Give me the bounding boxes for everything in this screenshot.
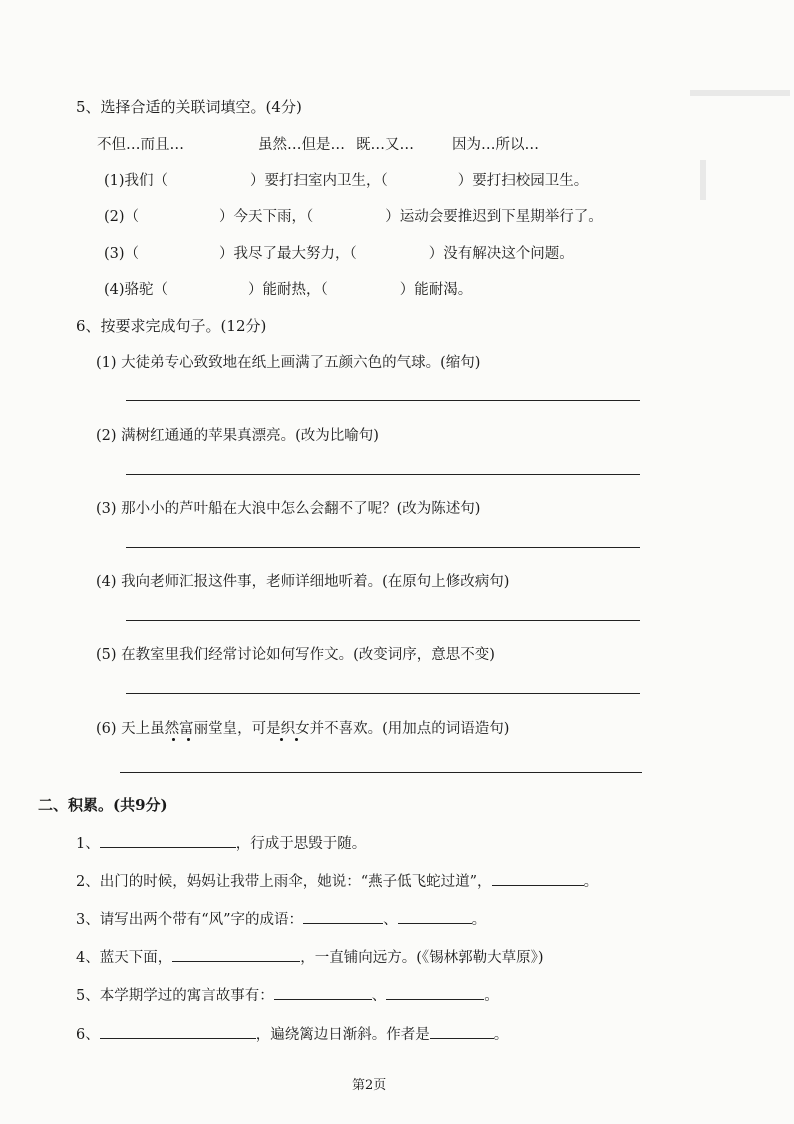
q6-item-6: (6) 天上虽然富丽堂皇，可是织女并不喜欢。(用加点的词语造句) [96, 721, 510, 737]
fill-blank[interactable] [303, 909, 383, 924]
q6-item-1: (1) 大徒弟专心致致地在纸上画满了五颜六色的气球。(缩句) [96, 355, 481, 371]
fill-blank[interactable] [386, 985, 484, 1000]
s2-item-2: 2、出门的时候，妈妈让我带上雨伞，她说：“燕子低飞蛇过道”， 。 [76, 870, 598, 891]
q5-item-4: (4)骆驼（ ）能耐热，（ ）能耐渴。 [104, 282, 473, 298]
q6-item-4: (4) 我向老师汇报这件事，老师详细地听着。(在原句上修改病句) [96, 574, 510, 590]
answer-line-6[interactable] [120, 772, 642, 773]
page-number: 第2页 [352, 1078, 387, 1093]
fill-blank[interactable] [398, 909, 472, 924]
scan-noise [690, 90, 790, 96]
emphasis-dot [187, 738, 190, 741]
emphasis-dot [280, 738, 283, 741]
conj-option-3: 既…又… [356, 137, 414, 153]
q6-item-2: (2) 满树红通通的苹果真漂亮。(改为比喻句) [96, 428, 379, 444]
answer-line-4[interactable] [126, 620, 640, 621]
conj-option-4: 因为…所以… [452, 137, 539, 153]
q5-item-2: (2)（ ）今天下雨，（ ）运动会要推迟到下星期举行了。 [104, 209, 603, 225]
q6-heading: 6、按要求完成句子。(12分) [76, 317, 267, 335]
q5-item-3: (3)（ ）我尽了最大努力，（ ）没有解决这个问题。 [104, 246, 574, 262]
s2-item-1: 1、 ，行成于思毁于随。 [76, 832, 366, 853]
answer-line-3[interactable] [126, 547, 640, 548]
emphasis-dot [172, 738, 175, 741]
scan-noise [700, 160, 706, 200]
fill-blank[interactable] [492, 871, 584, 886]
conj-option-1: 不但…而且… [97, 137, 184, 153]
fill-blank[interactable] [274, 985, 372, 1000]
s2-item-6: 6、 ，遍绕篱边日渐斜。作者是 。 [76, 1023, 508, 1044]
fill-blank[interactable] [172, 947, 300, 962]
answer-line-2[interactable] [126, 474, 640, 475]
q5-heading: 5、选择合适的关联词填空。(4分) [76, 98, 302, 116]
fill-blank[interactable] [100, 833, 236, 848]
q6-item-5: (5) 在教室里我们经常讨论如何写作文。(改变词序，意思不变) [96, 647, 495, 663]
answer-line-1[interactable] [126, 400, 640, 401]
s2-item-3: 3、请写出两个带有“风”字的成语： 、 。 [76, 908, 486, 929]
answer-line-5[interactable] [126, 693, 640, 694]
q6-item-3: (3) 那小小的芦叶船在大浪中怎么会翻不了呢？(改为陈述句) [96, 501, 481, 517]
emphasis-dot [295, 738, 298, 741]
fill-blank[interactable] [100, 1024, 256, 1039]
section2-heading: 二、积累。(共9分) [38, 796, 168, 814]
s2-item-5: 5、本学期学过的寓言故事有： 、 。 [76, 984, 499, 1005]
fill-blank[interactable] [430, 1024, 494, 1039]
q5-item-1: (1)我们（ ）要打扫室内卫生，（ ）要打扫校园卫生。 [104, 173, 589, 189]
conj-option-2: 虽然…但是… [258, 137, 345, 153]
s2-item-4: 4、蓝天下面， ，一直铺向远方。(《锡林郭勒大草原》) [76, 946, 544, 967]
